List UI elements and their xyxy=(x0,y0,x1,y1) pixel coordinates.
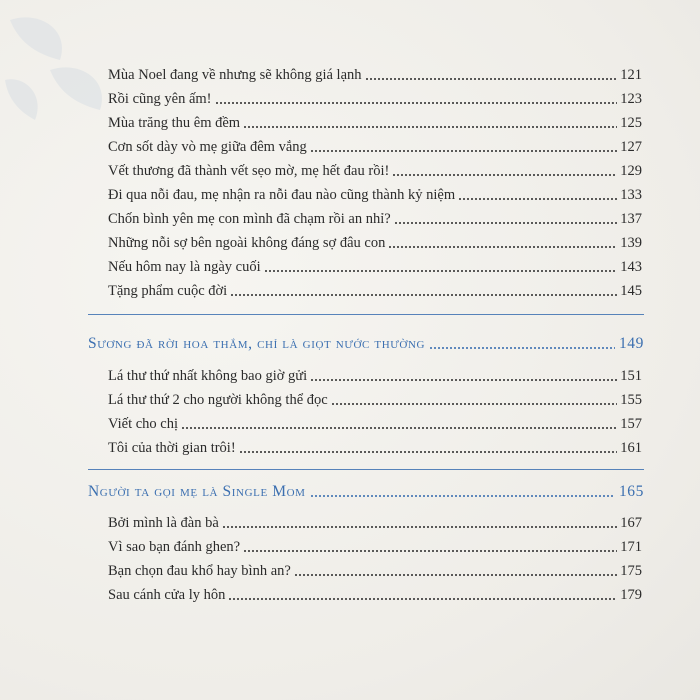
toc-entry-title: Vết thương đã thành vết sẹo mờ, mẹ hết đau rồi! xyxy=(108,163,390,179)
toc-entry-title: Tặng phẩm cuộc đời xyxy=(108,283,228,299)
toc-entry-title: Rồi cũng yên ấm! xyxy=(108,91,212,107)
toc-entry[interactable] xyxy=(108,278,642,300)
toc-entry-title: Tôi của thời gian trôi! xyxy=(108,440,236,456)
dot-leader xyxy=(458,187,617,201)
toc-entry[interactable] xyxy=(108,206,642,228)
toc-entry-page: 137 xyxy=(620,211,642,227)
toc-entry[interactable] xyxy=(108,363,642,385)
toc-entry-page: 143 xyxy=(620,259,642,275)
toc-entry-page: 121 xyxy=(620,67,642,83)
dot-leader xyxy=(310,139,617,153)
toc-entry[interactable] xyxy=(108,86,642,108)
toc-entry-title: Nếu hôm nay là ngày cuối xyxy=(108,259,261,275)
toc-entry[interactable] xyxy=(108,534,642,556)
toc-entry[interactable] xyxy=(108,558,642,580)
section-title: Sương đã rời hoa thắm, chỉ là giọt nước thường xyxy=(88,335,426,352)
toc-entry-page: 133 xyxy=(620,187,642,203)
toc-entry-page: 129 xyxy=(620,163,642,179)
toc-section-heading[interactable] xyxy=(88,478,644,502)
toc-entry[interactable] xyxy=(108,510,642,532)
section-page: 149 xyxy=(618,335,644,352)
toc-entry-title: Đi qua nỗi đau, mẹ nhận ra nỗi đau nào cũng thành kỷ niệm xyxy=(108,187,456,203)
toc-entry[interactable] xyxy=(108,254,642,276)
toc-entry[interactable] xyxy=(108,110,642,132)
toc-entry[interactable] xyxy=(108,134,642,156)
toc-entry[interactable] xyxy=(108,582,642,604)
toc-entry-title: Sau cánh cửa ly hôn xyxy=(108,587,226,603)
dot-leader xyxy=(365,67,617,81)
toc-entry[interactable] xyxy=(108,435,642,457)
dot-leader xyxy=(181,416,617,430)
toc-entry-page: 127 xyxy=(620,139,642,155)
dot-leader xyxy=(429,336,615,350)
toc-entry-page: 139 xyxy=(620,235,642,251)
dot-leader xyxy=(222,515,617,529)
toc-entry-title: Mùa trăng thu êm đềm xyxy=(108,115,241,131)
dot-leader xyxy=(392,163,617,177)
dot-leader xyxy=(310,368,617,382)
dot-leader xyxy=(230,283,617,297)
toc-entry[interactable] xyxy=(108,158,642,180)
toc-entry-title: Bởi mình là đàn bà xyxy=(108,515,219,531)
toc-entry-title: Chốn bình yên mẹ con mình đã chạm rồi an nhỉ? xyxy=(108,211,391,227)
toc-entry-title: Viết cho chị xyxy=(108,416,178,432)
dot-leader xyxy=(331,392,617,406)
toc-entry[interactable] xyxy=(108,411,642,433)
section-divider xyxy=(88,314,644,315)
toc-entry-page: 125 xyxy=(620,115,642,131)
toc-entry[interactable] xyxy=(108,230,642,252)
toc-entry-page: 145 xyxy=(620,283,642,299)
section-page: 165 xyxy=(618,483,644,500)
section-title: Người ta gọi mẹ là Single Mom xyxy=(88,483,306,500)
toc-entry-title: Lá thư thứ nhất không bao giờ gửi xyxy=(108,368,308,384)
dot-leader xyxy=(243,115,617,129)
toc-entry-title: Bạn chọn đau khổ hay bình an? xyxy=(108,563,291,579)
toc-entry-page: 175 xyxy=(620,563,642,579)
toc-entry-page: 167 xyxy=(620,515,642,531)
dot-leader xyxy=(239,440,617,454)
toc-entry[interactable] xyxy=(108,387,642,409)
dot-leader xyxy=(243,539,617,553)
dot-leader xyxy=(310,484,615,498)
toc-entry-title: Vì sao bạn đánh ghen? xyxy=(108,539,241,555)
toc-entry-page: 171 xyxy=(620,539,642,555)
dot-leader xyxy=(394,211,617,225)
toc-entry-page: 151 xyxy=(620,368,642,384)
toc-section-heading[interactable] xyxy=(88,330,644,354)
dot-leader xyxy=(228,587,617,601)
toc-entry-page: 179 xyxy=(620,587,642,603)
dot-leader xyxy=(215,91,618,105)
dot-leader xyxy=(388,235,617,249)
section-divider xyxy=(88,469,644,470)
toc-entry-title: Lá thư thứ 2 cho người không thể đọc xyxy=(108,392,328,408)
toc-entry-page: 123 xyxy=(620,91,642,107)
toc-entry[interactable] xyxy=(108,182,642,204)
toc-entry-title: Mùa Noel đang về nhưng sẽ không giá lạnh xyxy=(108,67,362,83)
toc-entry-page: 157 xyxy=(620,416,642,432)
toc-entry-page: 161 xyxy=(620,440,642,456)
toc-entry-title: Những nỗi sợ bên ngoài không đáng sợ đâu con xyxy=(108,235,386,251)
toc-entry[interactable] xyxy=(108,62,642,84)
dot-leader xyxy=(264,259,617,273)
dot-leader xyxy=(294,563,617,577)
toc-entry-page: 155 xyxy=(620,392,642,408)
toc-entry-title: Cơn sốt dày vò mẹ giữa đêm vắng xyxy=(108,139,307,155)
